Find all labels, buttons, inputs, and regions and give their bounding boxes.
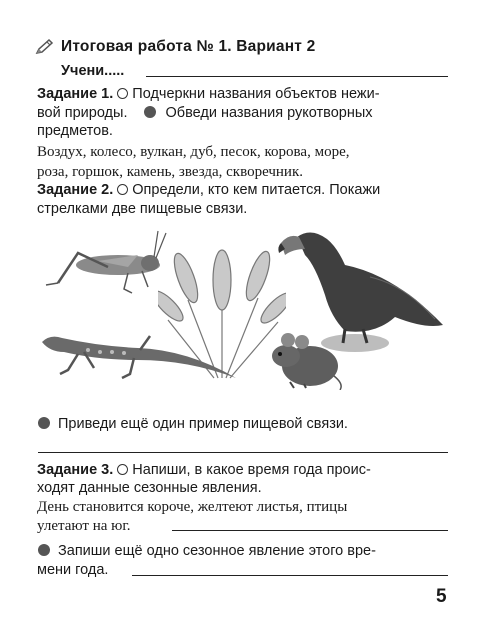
task1-words-line1[interactable]: Воздух, колесо, вулкан, дуб, песок, корова, море, xyxy=(37,144,350,160)
grasshopper-image[interactable] xyxy=(38,225,168,305)
lizard-image[interactable] xyxy=(38,328,238,395)
task2-line1 xyxy=(37,180,380,200)
level-basic-icon xyxy=(117,184,128,195)
task3-instruction-line1: Напиши, в какое время года проис- xyxy=(132,462,371,478)
task2-extra-text: Приведи ещё один пример пищевой связи. xyxy=(58,416,348,432)
answer-line[interactable] xyxy=(132,575,448,576)
task1-instruction-line2a: вой природы. xyxy=(37,105,128,121)
level-basic-icon xyxy=(117,464,128,475)
answer-line[interactable] xyxy=(38,452,448,453)
task3-phenomena-line2: улетают на юг. xyxy=(37,518,131,534)
task3-label: Задание 3. xyxy=(37,462,114,478)
task1-label: Задание 1. xyxy=(37,86,114,102)
level-advanced-icon xyxy=(144,106,156,118)
student-label: Учени..... xyxy=(61,63,125,79)
task1-instruction-line1: Подчеркни названия объектов нежи- xyxy=(132,86,380,102)
answer-line[interactable] xyxy=(172,530,448,531)
task1-instruction-line2b: Обведи названия рукотворных xyxy=(165,105,373,121)
pencil-icon xyxy=(35,38,55,61)
page-number: 5 xyxy=(436,586,447,607)
task3-instruction-line2: ходят данные сезонные явления. xyxy=(37,480,262,496)
task3-line1 xyxy=(37,460,371,480)
level-advanced-icon xyxy=(38,544,50,556)
task2-instruction-line1: Определи, кто кем питается. Покажи xyxy=(132,182,381,198)
task3-extra-text1: Запиши ещё одно сезонное явление этого вре- xyxy=(58,543,376,559)
level-advanced-icon xyxy=(38,417,50,429)
task1-line1 xyxy=(37,84,380,104)
task2-label: Задание 2. xyxy=(37,182,114,198)
page-title: Итоговая работа № 1. Вариант 2 xyxy=(61,38,316,55)
task3-extra-line1 xyxy=(38,541,376,561)
task3-phenomena-line1: День становится короче, желтеют листья, птицы xyxy=(37,499,348,515)
task1-instruction-line3: предметов. xyxy=(37,123,113,139)
task1-line2 xyxy=(37,103,373,123)
mouse-image[interactable] xyxy=(268,330,348,395)
task2-extra xyxy=(38,414,348,434)
task2-instruction-line2: стрелками две пищевые связи. xyxy=(37,201,248,217)
level-basic-icon xyxy=(117,88,128,99)
student-name-line[interactable] xyxy=(146,76,448,77)
task3-extra-line2: мени года. xyxy=(37,562,109,578)
task1-words-line2[interactable]: роза, горшок, камень, звезда, скворечник. xyxy=(37,164,303,180)
